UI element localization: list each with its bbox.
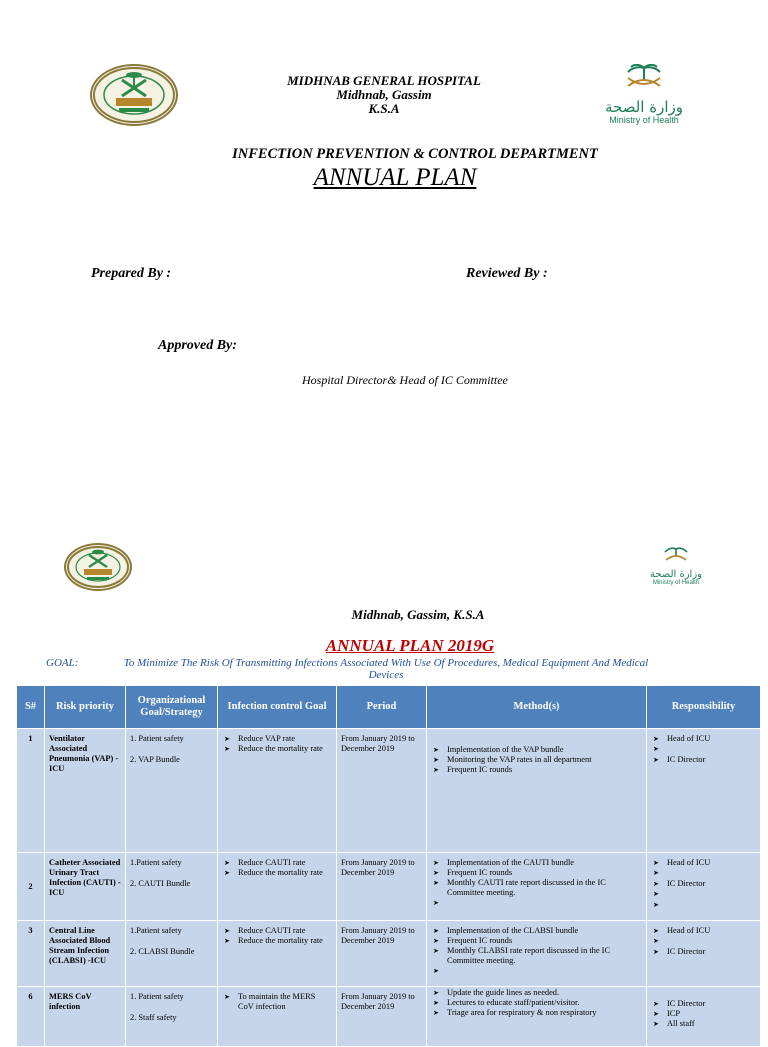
hospital-name: MIDHNAB GENERAL HOSPITAL — [287, 73, 481, 88]
table-header-row — [17, 686, 761, 729]
ic-goal-item: ➤ Reduce the mortality rate — [222, 936, 332, 946]
org-goal-item: 2. Staff safety — [130, 1013, 177, 1022]
method-item: ➤ Implementation of the CLABSI bundle — [431, 926, 642, 936]
cell-risk: Ventilator Associated Pneumonia (VAP) - ICU — [45, 729, 126, 853]
goal-label: GOAL: — [46, 657, 79, 669]
page2-location: Midhnab, Gassim, K.S.A — [351, 607, 485, 622]
org-goal-item: 1. Patient safety — [130, 992, 184, 1001]
plan-title — [0, 636, 768, 656]
cell-period: From January 2019 to December 2019 — [337, 987, 427, 1047]
col-header-sn: S# — [17, 686, 45, 729]
cell-responsibility — [647, 987, 761, 1047]
cell-risk: Central Line Associated Blood Stream Infection (CLABSI) -ICU — [45, 921, 126, 987]
org-goal-item: 2. CLABSI Bundle — [130, 947, 195, 956]
table-row — [17, 853, 761, 921]
responsibility-item: ➤ ICP — [651, 1009, 756, 1019]
cell-responsibility — [647, 921, 761, 987]
cell-methods — [427, 853, 647, 921]
cell-period: From January 2019 to December 2019 — [337, 729, 427, 853]
method-item: ➤ Frequent IC rounds — [431, 936, 642, 946]
palm-swords-icon — [598, 64, 690, 94]
ic-goal-item: ➤ Reduce the mortality rate — [222, 744, 332, 754]
responsibility-item: ➤ IC Director — [651, 999, 756, 1009]
org-goal-item: 2. VAP Bundle — [130, 755, 180, 764]
ic-goal-item: ➤ Reduce CAUTI rate — [222, 858, 332, 868]
method-item: ➤ Monitoring the VAP rates in all department — [431, 755, 642, 765]
col-header-ic-goal: Infection control Goal — [218, 686, 337, 729]
method-item: ➤ Frequent IC rounds — [431, 868, 642, 878]
org-goal-item: 1. Patient safety — [130, 734, 184, 743]
cell-ic-goal — [218, 853, 337, 921]
ic-goal-item: ➤ Reduce CAUTI rate — [222, 926, 332, 936]
palm-swords-icon-small — [646, 546, 706, 564]
cell-org-goal — [126, 853, 218, 921]
cell-sn: 6 — [17, 987, 45, 1047]
cell-responsibility — [647, 853, 761, 921]
col-header-org-goal: Organizational Goal/Strategy — [126, 686, 218, 729]
col-header-period: Period — [337, 686, 427, 729]
cell-sn: 1 — [17, 729, 45, 853]
table-row — [17, 921, 761, 987]
method-item: ➤ Monthly CLABSI rate report discussed in the IC Committee meeting. — [431, 946, 642, 966]
method-item: ➤ Monthly CAUTI rate report discussed in the IC Committee meeting. — [431, 878, 642, 898]
responsibility-item: ➤ All staff — [651, 1019, 756, 1029]
cell-methods — [427, 921, 647, 987]
method-item: ➤ Update the guide lines as needed. — [431, 988, 642, 998]
method-item: ➤ Implementation of the CAUTI bundle — [431, 858, 642, 868]
org-goal-item: 1.Patient safety — [130, 926, 182, 935]
cell-responsibility — [647, 729, 761, 853]
responsibility-item: ➤ Head of ICU — [651, 734, 756, 744]
moh-arabic: وزارة الصحة — [605, 98, 683, 116]
plan-title-text: ANNUAL PLAN 2019G — [325, 636, 495, 655]
goal-text: To Minimize The Risk Of Transmitting Infections Associated With Use Of Procedures, Medical Equipment And Medical Devices — [123, 657, 649, 681]
hospital-country: K.S.A — [368, 101, 400, 116]
col-header-methods: Method(s) — [427, 686, 647, 729]
org-goal-item: 1.Patient safety — [130, 858, 182, 867]
ic-goal-item: ➤ To maintain the MERS CoV infection — [222, 992, 332, 1012]
cell-org-goal — [126, 987, 218, 1047]
document-title-text: ANNUAL PLAN — [313, 164, 477, 191]
cell-ic-goal — [218, 729, 337, 853]
cell-org-goal — [126, 729, 218, 853]
responsibility-item: ➤ IC Director — [651, 755, 756, 765]
responsibility-item: ➤ IC Director — [651, 947, 756, 957]
method-item: ➤ Triage area for respiratory & non respiratory — [431, 1008, 642, 1018]
cell-period: From January 2019 to December 2019 — [337, 853, 427, 921]
annual-plan-table — [16, 685, 761, 1047]
col-header-responsibility: Responsibility — [647, 686, 761, 729]
table-row — [17, 987, 761, 1047]
reviewed-by-label: Reviewed By : — [466, 266, 548, 281]
department-name: INFECTION PREVENTION & CONTROL DEPARTMENT — [232, 146, 598, 162]
method-item: ➤ Lectures to educate staff/patient/visitor. — [431, 998, 642, 1008]
moh-logo-small — [646, 546, 706, 586]
cell-risk: Catheter Associated Urinary Tract Infection (CAUTI) -ICU — [45, 853, 126, 921]
cell-period: From January 2019 to December 2019 — [337, 921, 427, 987]
ic-goal-item: ➤ Reduce VAP rate — [222, 734, 332, 744]
moh-arabic-small: وزارة الصحة — [650, 569, 702, 580]
responsibility-item: ➤ Head of ICU — [651, 926, 756, 936]
hospital-logo-small — [64, 543, 132, 591]
col-header-risk: Risk priority — [45, 686, 126, 729]
responsibility-item: ➤ Head of ICU — [651, 858, 756, 868]
approved-by-label: Approved By: — [158, 338, 237, 353]
moh-english-small: Ministry of Health — [652, 580, 700, 586]
hospital-city: Midhnab, Gassim — [336, 87, 432, 102]
table-row — [17, 729, 761, 853]
moh-logo — [598, 64, 690, 126]
cell-sn: 3 — [17, 921, 45, 987]
cell-methods — [427, 987, 647, 1047]
responsibility-item — [651, 900, 756, 910]
method-item: ➤ Frequent IC rounds — [431, 765, 642, 775]
moh-english: Ministry of Health — [609, 115, 679, 125]
org-goal-item: 2. CAUTI Bundle — [130, 879, 191, 888]
cell-risk: MERS CoV infection — [45, 987, 126, 1047]
method-item: ➤ Implementation of the VAP bundle — [431, 745, 642, 755]
cell-sn: 2 — [17, 853, 45, 921]
cell-org-goal — [126, 921, 218, 987]
document-title — [0, 164, 768, 192]
cell-ic-goal — [218, 921, 337, 987]
cell-methods — [427, 729, 647, 853]
cell-ic-goal — [218, 987, 337, 1047]
ic-goal-item: ➤ Reduce the mortality rate — [222, 868, 332, 878]
method-item — [431, 898, 642, 908]
prepared-by-label: Prepared By : — [91, 266, 172, 281]
responsibility-item: ➤ IC Director — [651, 879, 756, 889]
method-item — [431, 966, 642, 976]
approver-title: Hospital Director& Head of IC Committee — [302, 373, 508, 387]
